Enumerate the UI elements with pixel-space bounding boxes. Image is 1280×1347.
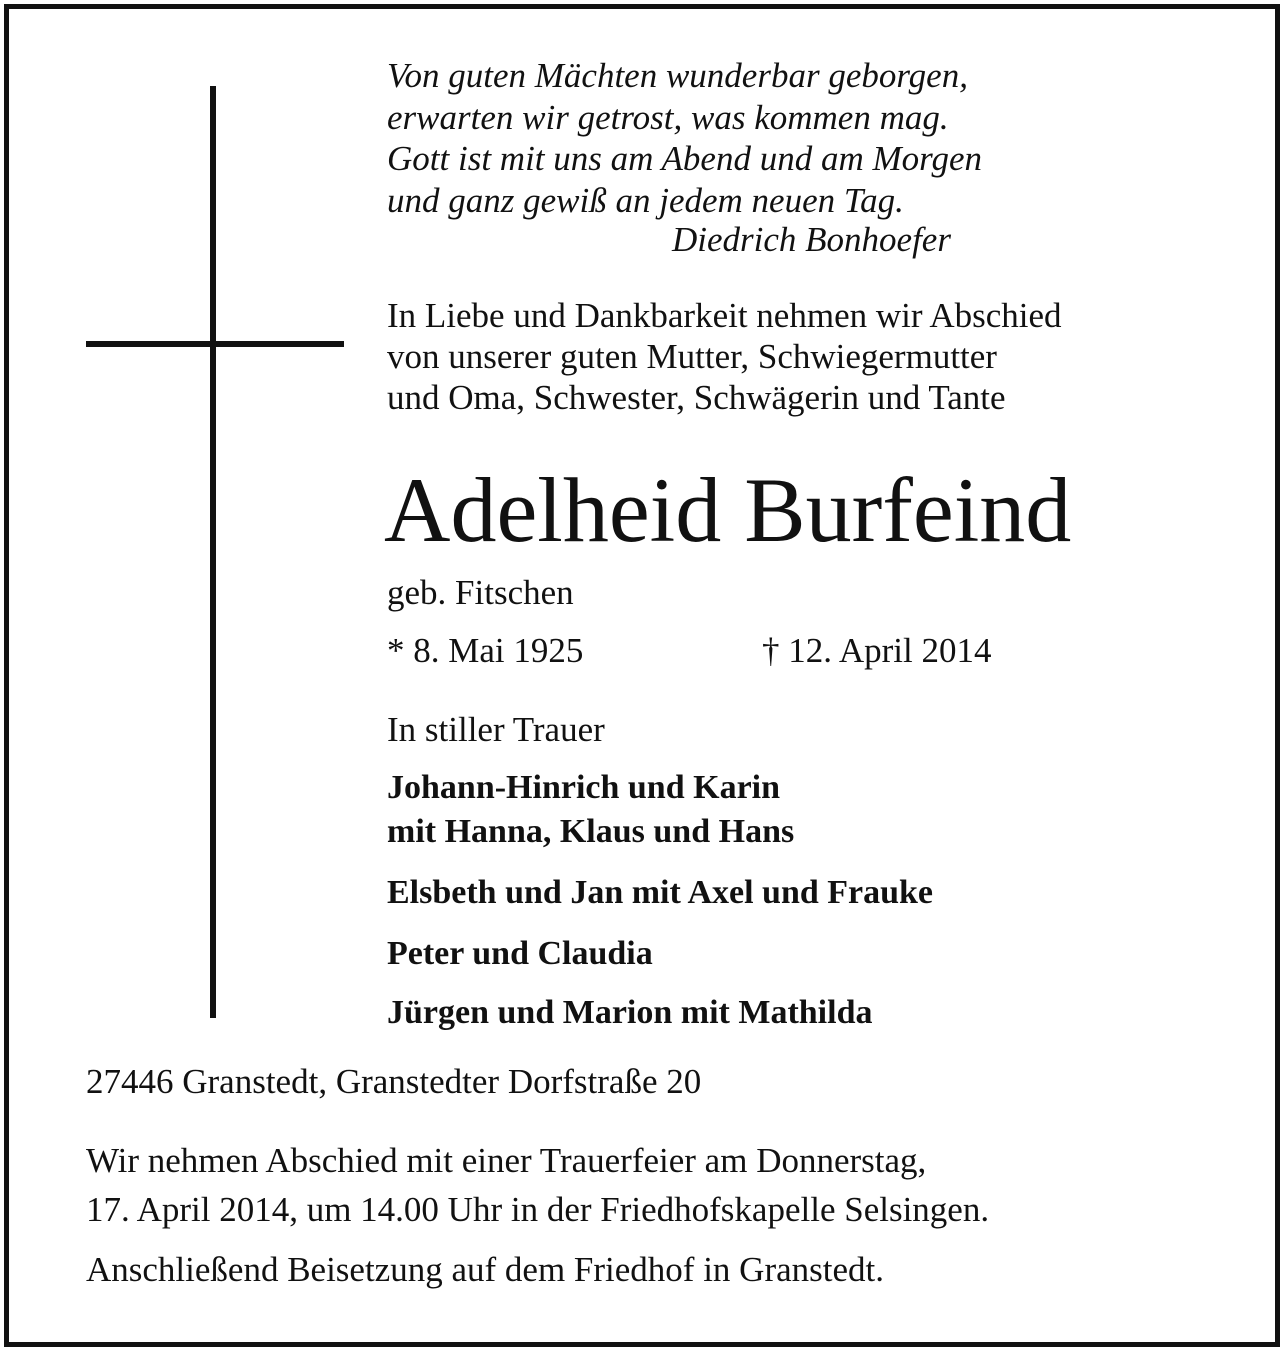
service-line: Wir nehmen Abschied mit einer Trauerfeier am Donnerstag, (86, 1141, 927, 1180)
poem-line: Von guten Mächten wunderbar geborgen, (387, 56, 968, 95)
death-date: † 12. April 2014 (762, 631, 992, 670)
intro-text (387, 295, 1062, 418)
poem-author: Diedrich Bonhoefer (672, 220, 951, 259)
mourner-line: Jürgen und Marion mit Mathilda (387, 994, 873, 1031)
mourner-line: Peter und Claudia (387, 935, 653, 972)
birth-date: * 8. Mai 1925 (387, 631, 584, 670)
poem-line: erwarten wir getrost, was kommen mag. (387, 97, 949, 137)
cross-horizontal-bar (86, 341, 344, 347)
poem-line: und ganz gewiß an jedem neuen Tag. (387, 180, 904, 220)
family-address: 27446 Granstedt, Granstedter Dorfstraße 20 (86, 1062, 702, 1101)
mourner-group (387, 991, 872, 1035)
burial-info: Anschließend Beisetzung auf dem Friedhof in Granstedt. (86, 1250, 884, 1289)
service-line: 17. April 2014, um 14.00 Uhr in der Friedhofskapelle Selsingen. (86, 1190, 990, 1229)
cross-vertical-bar (210, 86, 216, 1018)
mourner-group (387, 932, 653, 976)
mourning-heading: In stiller Trauer (387, 710, 605, 749)
mourner-group (387, 871, 933, 915)
mourner-line: Elsbeth und Jan mit Axel und Frauke (387, 874, 934, 911)
intro-line: von unserer guten Mutter, Schwiegermutter (387, 337, 997, 376)
mourner-line: mit Hanna, Klaus und Hans (387, 813, 795, 850)
intro-line: In Liebe und Dankbarkeit nehmen wir Abschied (387, 296, 1062, 335)
poem-line: Gott ist mit uns am Abend und am Morgen (387, 139, 982, 178)
funeral-service-info (86, 1136, 989, 1234)
maiden-name: geb. Fitschen (387, 573, 574, 612)
deceased-name: Adelheid Burfeind (384, 459, 1072, 561)
mourner-group (387, 766, 794, 854)
intro-line: und Oma, Schwester, Schwägerin und Tante (387, 378, 1006, 417)
poem-verse (387, 55, 982, 221)
mourner-line: Johann-Hinrich und Karin (387, 769, 781, 806)
